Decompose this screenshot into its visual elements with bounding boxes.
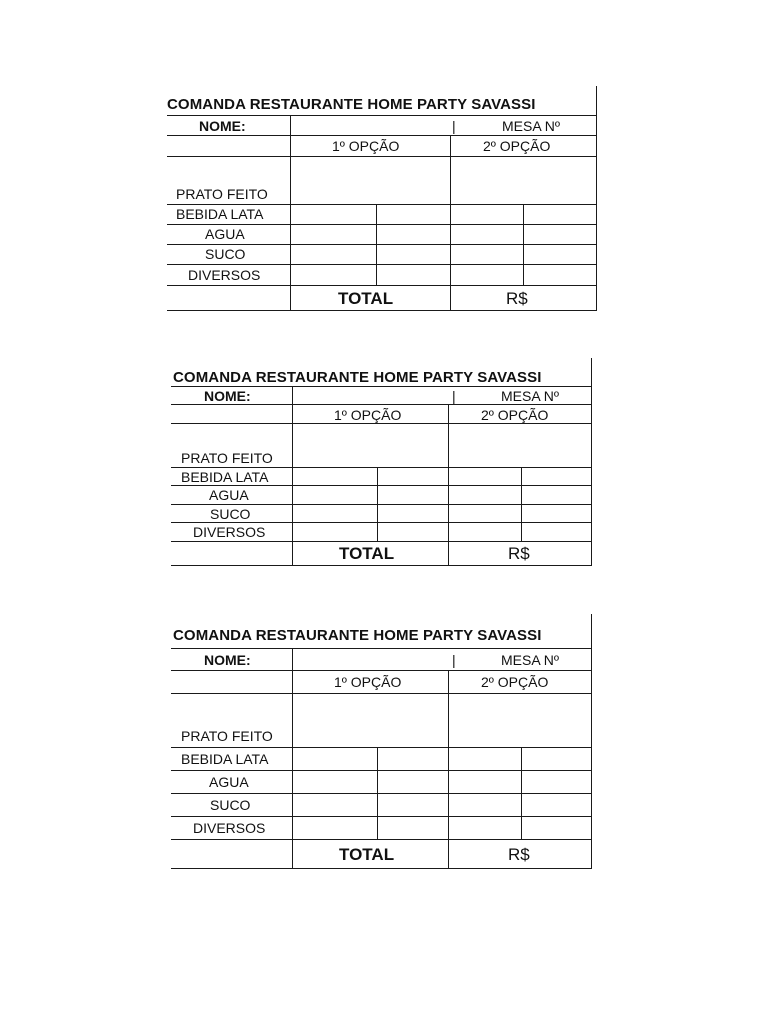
ticket-title: COMANDA RESTAURANTE HOME PARTY SAVASSI <box>167 96 536 113</box>
rule <box>171 522 592 523</box>
row-label-suco: SUCO <box>205 246 246 262</box>
rule <box>450 135 451 311</box>
total-label: TOTAL <box>339 544 395 563</box>
row-label-bebida-lata: BEBIDA LATA <box>176 206 264 222</box>
row-label-bebida-lata: BEBIDA LATA <box>181 751 269 767</box>
rule <box>591 614 592 869</box>
field-separator: | <box>452 388 456 404</box>
rule <box>167 285 597 286</box>
rule <box>292 648 293 869</box>
rule <box>171 423 592 424</box>
field-separator: | <box>452 652 456 668</box>
mesa-label: MESA Nº <box>501 652 560 668</box>
rule <box>167 135 597 136</box>
row-label-prato-feito: PRATO FEITO <box>181 728 273 744</box>
rule <box>171 485 592 486</box>
rule <box>171 793 592 794</box>
rule <box>167 156 597 157</box>
row-label-diversos: DIVERSOS <box>193 820 266 836</box>
row-label-agua: AGUA <box>205 226 245 242</box>
opcao-2-header: 2º OPÇÃO <box>481 674 549 690</box>
rule <box>171 648 592 649</box>
opcao-1-header: 1º OPÇÃO <box>334 407 402 423</box>
rule <box>292 386 293 566</box>
row-label-bebida-lata: BEBIDA LATA <box>181 469 269 485</box>
nome-label: NOME: <box>204 652 251 668</box>
rule <box>290 115 291 311</box>
currency-label: R$ <box>508 845 530 864</box>
rule <box>167 204 597 205</box>
rule <box>376 204 377 286</box>
field-separator: | <box>452 118 456 134</box>
rule <box>171 816 592 817</box>
rule <box>448 670 449 869</box>
total-label: TOTAL <box>338 289 394 308</box>
rule <box>171 868 592 869</box>
row-label-suco: SUCO <box>210 797 251 813</box>
opcao-2-header: 2º OPÇÃO <box>483 138 551 154</box>
rule <box>171 770 592 771</box>
rule <box>167 224 597 225</box>
rule <box>167 115 597 116</box>
mesa-label: MESA Nº <box>501 388 560 404</box>
rule <box>167 310 597 311</box>
mesa-label: MESA Nº <box>502 118 561 134</box>
nome-label: NOME: <box>199 118 246 134</box>
rule <box>171 467 592 468</box>
rule <box>596 86 597 311</box>
rule <box>171 504 592 505</box>
rule <box>591 358 592 566</box>
rule <box>167 244 597 245</box>
ticket-title: COMANDA RESTAURANTE HOME PARTY SAVASSI <box>173 369 542 386</box>
rule <box>521 747 522 840</box>
rule <box>377 747 378 840</box>
total-label: TOTAL <box>339 845 395 864</box>
rule <box>521 467 522 542</box>
opcao-1-header: 1º OPÇÃO <box>332 138 400 154</box>
rule <box>171 541 592 542</box>
rule <box>171 693 592 694</box>
rule <box>448 404 449 566</box>
row-label-diversos: DIVERSOS <box>188 267 261 283</box>
row-label-agua: AGUA <box>209 487 249 503</box>
currency-label: R$ <box>506 289 528 308</box>
rule <box>523 204 524 286</box>
rule <box>167 264 597 265</box>
rule <box>171 670 592 671</box>
rule <box>171 565 592 566</box>
rule <box>171 839 592 840</box>
rule <box>171 386 592 387</box>
rule <box>171 404 592 405</box>
currency-label: R$ <box>508 544 530 563</box>
rule <box>377 467 378 542</box>
rule <box>171 747 592 748</box>
row-label-prato-feito: PRATO FEITO <box>176 186 268 202</box>
row-label-suco: SUCO <box>210 506 251 522</box>
row-label-agua: AGUA <box>209 774 249 790</box>
nome-label: NOME: <box>204 388 251 404</box>
row-label-prato-feito: PRATO FEITO <box>181 450 273 466</box>
opcao-2-header: 2º OPÇÃO <box>481 407 549 423</box>
opcao-1-header: 1º OPÇÃO <box>334 674 402 690</box>
row-label-diversos: DIVERSOS <box>193 524 266 540</box>
ticket-title: COMANDA RESTAURANTE HOME PARTY SAVASSI <box>173 627 542 644</box>
